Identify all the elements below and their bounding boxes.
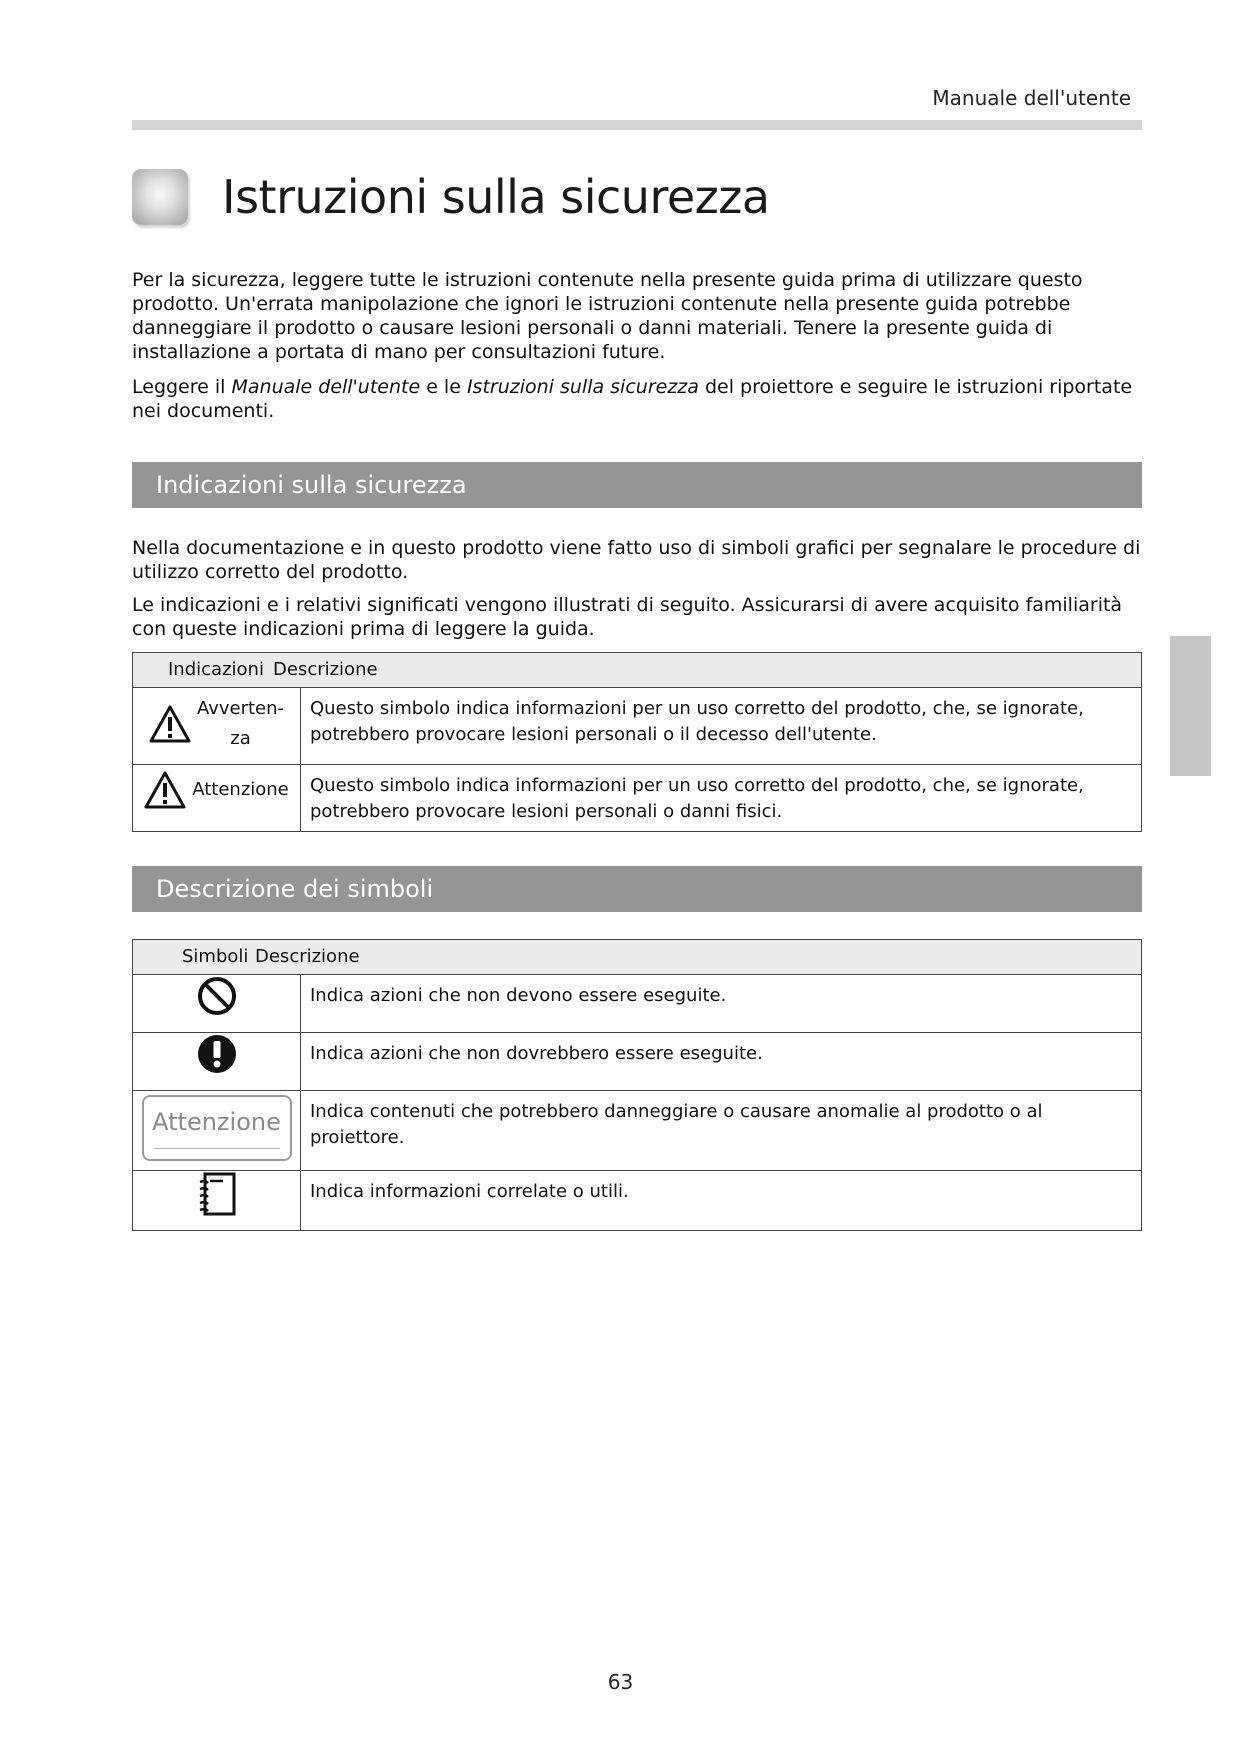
caution-triangle-icon (144, 771, 186, 809)
indication-desc-caution: Questo simbolo indica informazioni per un uso corretto del prodotto, che, se ignorate, potrebbero provocare lesioni personali o danni fisici. (301, 765, 1142, 832)
intro-p2-text-c: del proiettore e seguire le istruzioni riportate nei documenti. (132, 376, 1133, 422)
symbol-desc-prohibited: Indica azioni che non devono essere eseguite. (301, 975, 1142, 1033)
table-row (133, 1091, 1142, 1171)
indication-label-warning (197, 694, 284, 754)
table-row (133, 975, 1142, 1033)
table-row (133, 1033, 1142, 1091)
intro-paragraph-2 (132, 375, 1142, 423)
symbol-cell-prohibited (133, 975, 301, 1033)
intro-p2-text-a: Leggere il (132, 376, 232, 398)
symbol-cell-notebook (133, 1171, 301, 1231)
intro-p2-em-manual: Manuale dell'utente (231, 376, 421, 398)
chapter-side-tab (1170, 636, 1211, 776)
symbols-table-header (133, 940, 1142, 975)
symbols-col2-header: Descrizione (255, 946, 360, 967)
symbol-cell-mandatory (133, 1033, 301, 1091)
table-row (133, 765, 1142, 832)
symbols-table (132, 939, 1142, 1231)
symbols-header-cell (133, 940, 1142, 975)
indication-label-caution: Attenzione (192, 779, 289, 800)
indication-label-line1: Avverten- (196, 698, 285, 719)
indications-col1-header: Indicazioni (168, 659, 264, 680)
intro-paragraph-1: Per la sicurezza, leggere tutte le istruzioni contenute nella presente guida prima di utilizzare questo prodotto. Un'errata manipolazione che ignori le istruzioni contenute nella presente guida potrebbe danneggiare il prodotto o causare lesioni personali o danni materiali. Tenere la presente guida di installazione a portata di mano per consultazioni future. (132, 269, 1083, 363)
symbol-desc-attention: Indica contenuti che potrebbero danneggiare o causare anomalie al prodotto o al proiettore. (301, 1091, 1142, 1171)
indications-table-header (133, 653, 1142, 688)
indications-col2-header: Descrizione (273, 659, 378, 680)
header-manual-label: Manuale dell'utente (932, 86, 1131, 110)
attention-badge: Attenzione (142, 1095, 292, 1161)
section1-paragraph-2: Le indicazioni e i relativi significati vengono illustrati di seguito. Assicurarsi di avere acquisito familiarità con queste indicazioni prima di leggere la guida. (132, 594, 1123, 640)
section-heading-indicazioni: Indicazioni sulla sicurezza (132, 462, 1142, 508)
indications-header-cell (133, 653, 1142, 688)
symbols-col1-header: Simboli (182, 946, 249, 967)
page-number: 63 (607, 1670, 634, 1694)
chapter-bullet-icon (132, 169, 188, 225)
intro-p2-em-safety: Istruzioni sulla sicurezza (466, 376, 699, 398)
section1-paragraph-1: Nella documentazione e in questo prodotto viene fatto uso di simboli grafici per segnalare le procedure di utilizzo corretto del prodotto. (132, 537, 1141, 583)
indication-desc-warning: Questo simbolo indica informazioni per un uso corretto del prodotto, che, se ignorate, potrebbero provocare lesioni personali o il decesso dell'utente. (301, 688, 1142, 765)
symbol-cell-attention (133, 1091, 301, 1171)
indication-cell-warning (133, 688, 301, 765)
indication-label-line2: za (230, 728, 251, 749)
page-title: Istruzioni sulla sicurezza (222, 170, 770, 224)
symbol-desc-mandatory: Indica azioni che non dovrebbero essere eseguite. (301, 1033, 1142, 1091)
indications-table (132, 652, 1142, 832)
section-heading-simboli: Descrizione dei simboli (132, 866, 1142, 912)
mandatory-icon (196, 1033, 238, 1075)
table-row (133, 1171, 1142, 1231)
indication-cell-caution (133, 765, 301, 832)
title-block (132, 162, 770, 232)
intro-p2-text-b: e le (420, 376, 467, 398)
prohibited-icon (196, 975, 238, 1017)
warning-triangle-icon (149, 705, 191, 743)
table-row (133, 688, 1142, 765)
notebook-icon (197, 1171, 237, 1217)
symbol-desc-notebook: Indica informazioni correlate o utili. (301, 1171, 1142, 1231)
header-rule (132, 120, 1142, 130)
